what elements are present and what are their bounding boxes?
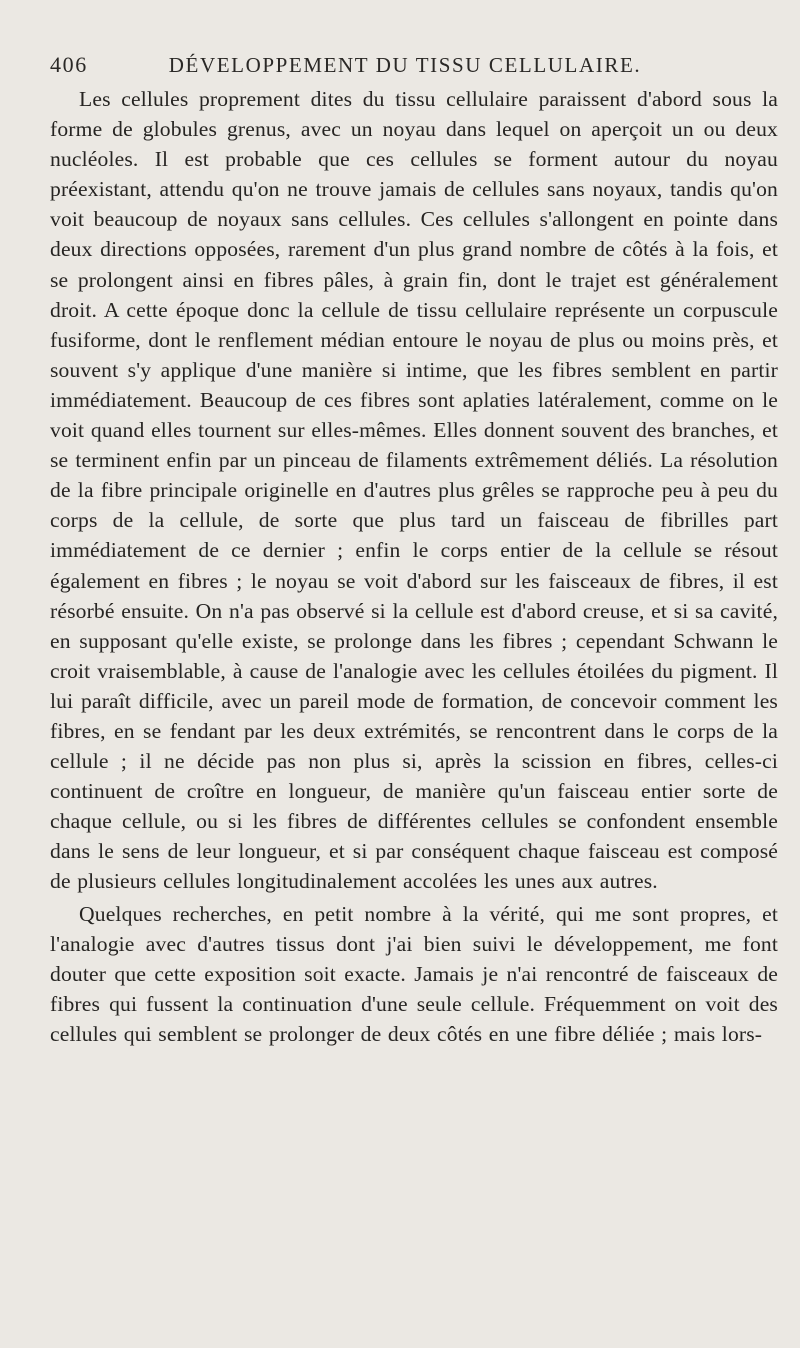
paragraph-2: Quelques recherches, en petit nombre à la vérité, qui me sont propres, et l'analogie avec d'autres tissus dont j'ai bien suivi le développement, me font douter que cette exposition soit exacte. Jamais je n'ai rencontré de faisceaux de fibres qui fussent la continuation d'une seule cellule. Fréquemment on voit des cellules qui semblent se prolonger de deux côtés en une fibre déliée ; mais lors- [50,901,778,1046]
paragraph-1: Les cellules proprement dites du tissu cellulaire paraissent d'abord sous la forme de globules grenus, avec un noyau dans lequel on aperçoit un ou deux nucléoles. Il est probable que ces cellules se forment autour du noyau préexistant, attendu qu'on ne trouve jamais de cellules sans noyaux, tandis qu'on voit beaucoup de noyaux sans cellules. Ces cellules s'allongent en pointe dans deux directions opposées, rarement d'un plus grand nombre de côtés à la fois, et se prolongent ainsi en fibres pâles, à grain fin, dont le trajet est généralement droit. A cette époque donc la cellule de tissu cellulaire représente un corpuscule fusiforme, dont le renflement médian entoure le noyau de plus ou moins près, et souvent s'y applique d'une manière si intime, que les fibres semblent en partir immédiatement. Beaucoup de ces fibres sont aplaties latéralement, comme on le voit quand elles tournent sur elles-mêmes. Elles donnent souvent des branches, et se terminent enfin par un pinceau de filaments extrêmement déliés. La résolution de la fibre principale originelle en d'autres plus grêles se rapproche peu à peu du corps de la cellule, de sorte que plus tard un faisceau de fibrilles part immédiatement de ce dernier ; enfin le corps entier de la cellule se résout également en fibres ; le noyau se voit d'abord sur les faisceaux de fibres, il est résorbé ensuite. On n'a pas observé si la cellule est d'abord creuse, et si sa cavité, en supposant qu'elle existe, se prolonge dans les fibres ; cependant Schwann le croit vraisemblable, à cause de l'analogie avec les cellules étoilées du pigment. Il lui paraît difficile, avec un pareil mode de formation, de concevoir comment les fibres, en se fendant par les deux extrémités, se rencontrent dans le corps de la cellule ; il ne décide pas non plus si, après la scission en fibres, celles-ci continuent de croître en longueur, de manière qu'un faisceau entier sorte de chaque cellule, ou si les fibres de différentes cellules se confondent ensemble dans le sens de leur longueur, et si par conséquent chaque faisceau est composé de plusieurs cellules longitudinalement accolées les unes aux autres. [50,87,778,894]
running-head [50,52,778,78]
text-block [50,84,778,1049]
running-title: DÉVELOPPEMENT DU TISSU CELLULAIRE. [168,53,642,77]
page-number: 406 [50,52,88,77]
